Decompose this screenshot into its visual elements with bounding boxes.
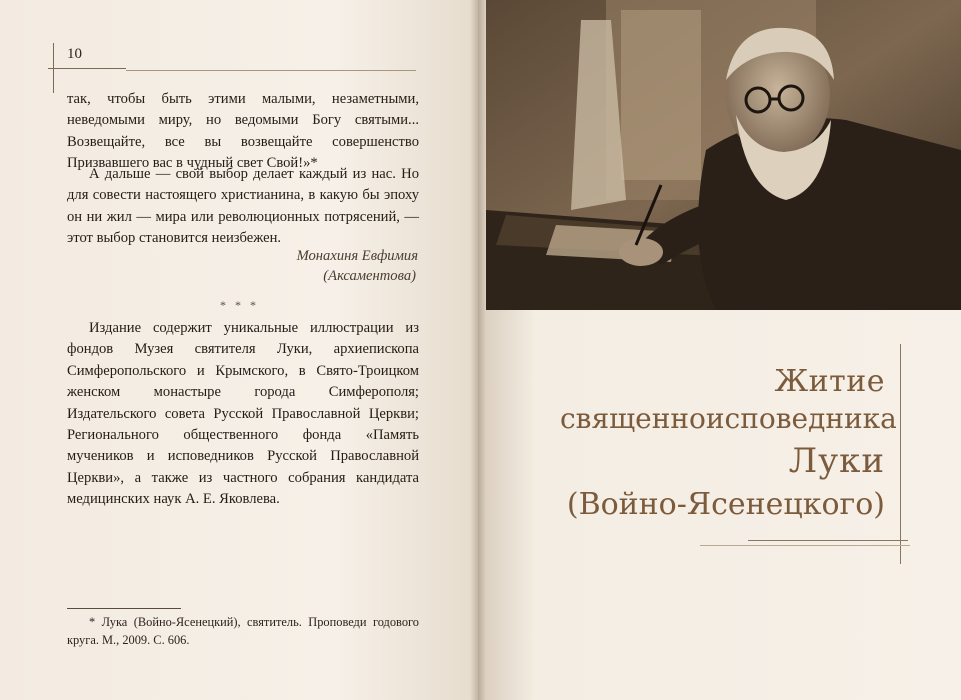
book-spine bbox=[470, 0, 486, 700]
header-horizontal-rule-long bbox=[126, 70, 416, 71]
paragraph-illustrations bbox=[67, 318, 419, 511]
title-horizontal-rule bbox=[748, 540, 908, 541]
footnote bbox=[67, 613, 419, 649]
paragraph-text: Издание содержит уникальные иллюстрации из фондов Музея святителя Луки, архиепископа Симферопольского и Крымского, в Свято-Троицком женском монастыре города Симферополя; Издательского совета Русской Православной Церкви; Регионального общественного фонда «Память мучеников и исповедников Русской Православной Церкви», а также из частного собрания кандидата медицинских наук А. Е. Яковлева. bbox=[67, 320, 419, 508]
title-line-1: Житие bbox=[774, 364, 885, 399]
paragraph-quote-end bbox=[67, 89, 419, 175]
book-title bbox=[560, 364, 897, 526]
photo-illustration bbox=[486, 0, 961, 310]
paragraph-choice bbox=[67, 164, 419, 250]
paragraph-text: А дальше — свой выбор делает каждый из нас. Но для совести настоящего христианина, в какую бы эпоху он ни жил — мира или революционных потрясений, — этот выбор становится неизбежен. bbox=[67, 166, 419, 247]
header-horizontal-rule bbox=[48, 68, 126, 69]
paragraph-text: так, чтобы быть этими малыми, незаметными, неведомыми миру, но ведомыми Богу святыми... Возвещайте, все вы возвещайте совершенство Призвавшего вас в чудный свет Свой!»* bbox=[67, 91, 419, 172]
signature bbox=[190, 246, 418, 286]
title-line-3: Луки bbox=[788, 441, 885, 481]
footnote-rule bbox=[67, 608, 181, 609]
section-separator: * * * bbox=[220, 298, 259, 312]
signature-name: Монахиня Евфимия bbox=[296, 248, 418, 264]
page-number: 10 bbox=[67, 46, 82, 62]
title-horizontal-rule-long bbox=[700, 545, 910, 546]
signature-surname: (Аксаментова) bbox=[323, 268, 416, 284]
title-line-2: священноисповедника bbox=[560, 402, 897, 435]
title-vertical-rule bbox=[900, 344, 901, 564]
footnote-text: * Лука (Войно-Ясенецкий), святитель. Проповеди годового круга. М., 2009. С. 606. bbox=[67, 615, 419, 647]
title-line-4: (Войно-Ясенецкого) bbox=[566, 487, 885, 522]
archival-photo bbox=[486, 0, 961, 310]
